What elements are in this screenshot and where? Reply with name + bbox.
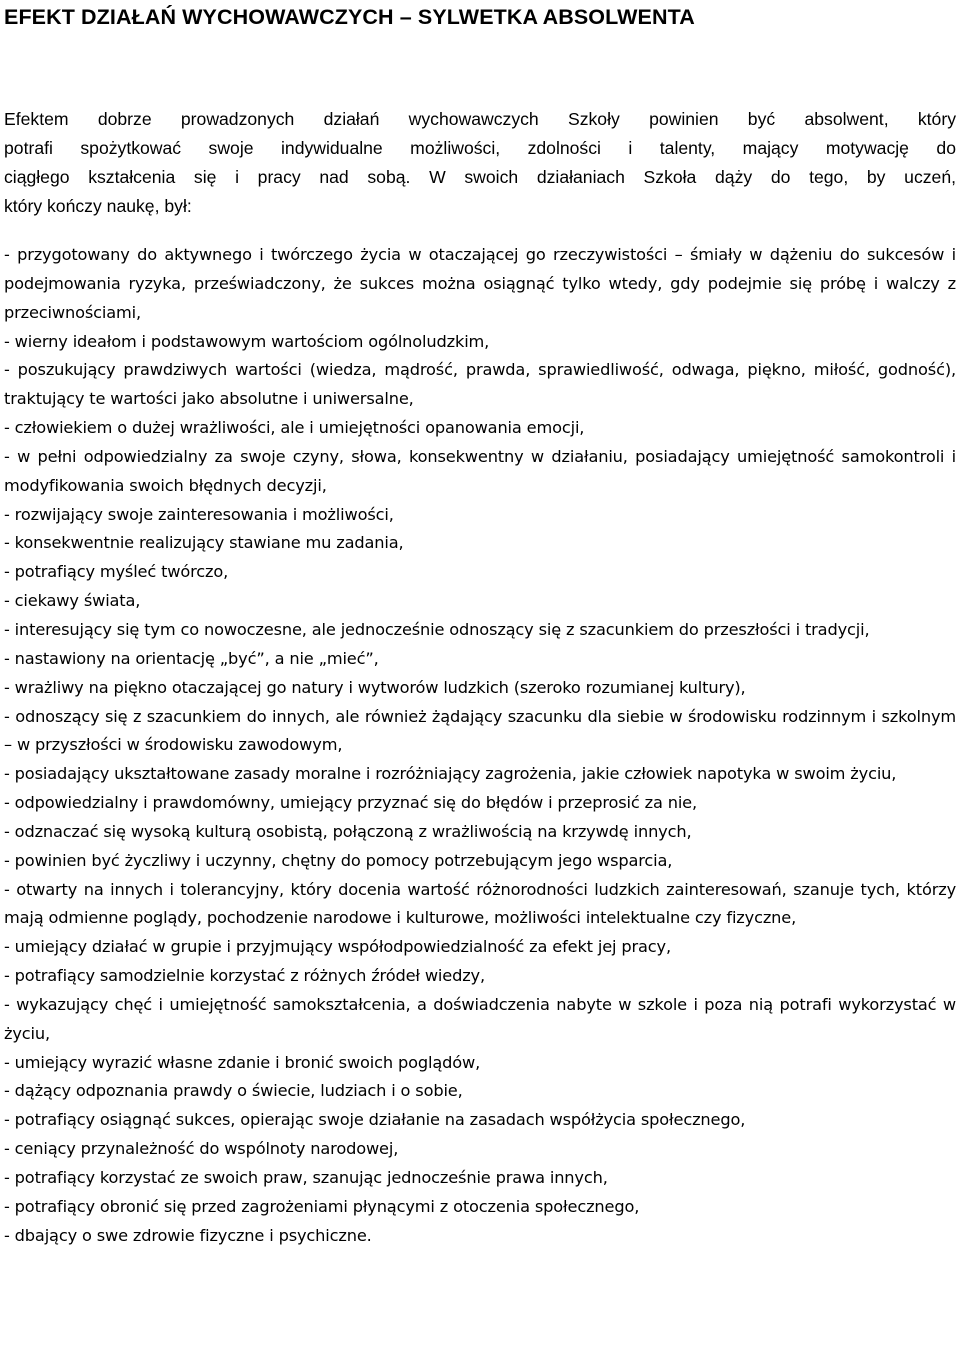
list-item: - posiadający ukształtowane zasady moralne i rozróżniający zagrożenia, jakie człowiek napotyka w swoim życiu, xyxy=(4,764,897,784)
list-item: - umiejący działać w grupie i przyjmujący współodpowiedzialność za efekt jej pracy, xyxy=(4,937,671,957)
list-item: - powinien być życzliwy i uczynny, chętny do pomocy potrzebującym jego wsparcia, xyxy=(4,850,673,870)
list-item: - wierny ideałom i podstawowym wartościom ogólnoludzkim, xyxy=(4,331,490,351)
list-item: - w pełni odpowiedzialny za swoje czyny, słowa, konsekwentny w działaniu, posiadający umiejętność samokontroli i modyfikowania swoich błędnych decyzji, xyxy=(4,446,956,495)
page-title: EFEKT DZIAŁAŃ WYCHOWAWCZYCH – SYLWETKA ABSOLWENTA xyxy=(4,5,695,29)
list-item: - odnoszący się z szacunkiem do innych, ale również żądający szacunku dla siebie w środowisku rodzinnym i szkolnym – w przyszłości w środowisku zawodowym, xyxy=(4,706,956,755)
list-item: - odznaczać się wysoką kulturą osobistą, połączoną z wrażliwością na krzywdę innych, xyxy=(4,821,692,841)
list-item: - odpowiedzialny i prawdomówny, umiejący przyznać się do błędów i przeprosić za nie, xyxy=(4,793,697,813)
list-item: - interesujący się tym co nowoczesne, ale jednocześnie odnoszący się z szacunkiem do przeszłości i tradycji, xyxy=(4,619,870,639)
graduate-traits-list xyxy=(4,241,956,1251)
list-item: - ceniący przynależność do wspólnoty narodowej, xyxy=(4,1139,399,1159)
list-item: - ciekawy świata, xyxy=(4,591,141,611)
list-item: - poszukujący prawdziwych wartości (wiedza, mądrość, prawda, sprawiedliwość, odwaga, piękno, miłość, godność), traktujący te wartości jako absolutne i uniwersalne, xyxy=(4,360,956,409)
list-item: - potrafiący obronić się przed zagrożeniami płynącymi z otoczenia społecznego, xyxy=(4,1196,640,1216)
list-item: - dbający o swe zdrowie fizyczne i psychiczne. xyxy=(4,1225,372,1245)
list-item: - rozwijający swoje zainteresowania i możliwości, xyxy=(4,504,394,524)
list-item: - wykazujący chęć i umiejętność samokształcenia, a doświadczenia nabyte w szkole i poza nią potrafi wykorzystać w życiu, xyxy=(4,994,956,1043)
list-item: - przygotowany do aktywnego i twórczego życia w otaczającej go rzeczywistości – śmiały w dążeniu do sukcesów i podejmowania ryzyka, przeświadczony, że sukces można osiągnąć tylko wtedy, gdy podejmie się próbę i walczy z przeciwnościami, xyxy=(4,245,956,322)
intro-line: który kończy naukę, był: xyxy=(4,196,192,216)
list-item: - potrafiący osiągnąć sukces, opierając swoje działanie na zasadach współżycia społecznego, xyxy=(4,1110,746,1130)
list-item: - dążący odpoznania prawdy o świecie, ludziach i o sobie, xyxy=(4,1081,463,1101)
list-item: - umiejący wyrazić własne zdanie i bronić swoich poglądów, xyxy=(4,1052,481,1072)
intro-line: Efektem dobrze prowadzonych działań wychowawczych Szkoły powinien być absolwent, który xyxy=(4,109,956,129)
list-item: - potrafiący myśleć twórczo, xyxy=(4,562,229,582)
list-item: - wrażliwy na piękno otaczającej go natury i wytworów ludzkich (szeroko rozumianej kultury), xyxy=(4,677,746,697)
intro-paragraph xyxy=(4,105,956,221)
intro-line: potrafi spożytkować swoje indywidualne możliwości, zdolności i talenty, mający motywację do xyxy=(4,138,956,158)
list-item: - człowiekiem o dużej wrażliwości, ale i umiejętności opanowania emocji, xyxy=(4,418,585,438)
intro-line: ciągłego kształcenia się i pracy nad sobą. W swoich działaniach Szkoła dąży do tego, by uczeń, xyxy=(4,167,956,187)
list-item: - potrafiący samodzielnie korzystać z różnych źródeł wiedzy, xyxy=(4,966,485,986)
list-item: - nastawiony na orientację „być”, a nie „mieć”, xyxy=(4,648,379,668)
list-item: - potrafiący korzystać ze swoich praw, szanując jednocześnie prawa innych, xyxy=(4,1168,608,1187)
list-item: - konsekwentnie realizujący stawiane mu zadania, xyxy=(4,533,404,553)
list-item: - otwarty na innych i tolerancyjny, który docenia wartość różnorodności ludzkich zainteresowań, szanuje tych, którzy mają odmienne poglądy, pochodzenie narodowe i kulturowe, możliwości intelektualne czy fizyczne, xyxy=(4,879,956,928)
